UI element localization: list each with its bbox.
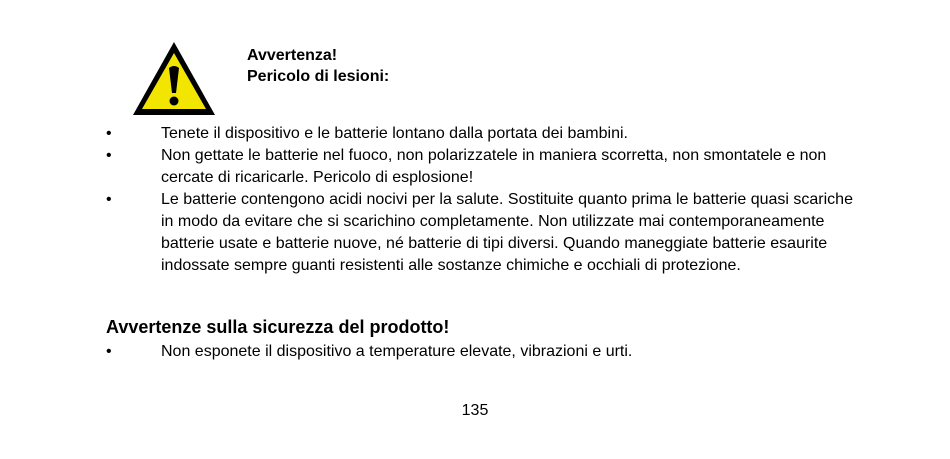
list-item: [106, 123, 866, 145]
list-item-text: Le batterie contengono acidi nocivi per la salute. Sostituite quanto prima le batterie quasi scariche in modo da evitare che si scarichino completamente. Non utilizzate mai contemporaneamente batterie usate e batterie nuove, né batterie di tipi diversi. Quando maneggiate batterie esaurite indossate sempre guanti resistenti alle sostanze chimiche e occhiali di protezione.: [161, 191, 853, 274]
list-item: [106, 341, 866, 363]
bullet-icon: •: [106, 191, 112, 208]
page-number: 135: [461, 402, 489, 419]
list-item: [106, 145, 866, 189]
list-item-text: Non gettate le batterie nel fuoco, non polarizzatele in maniera scorretta, non smontatele e non cercate di ricaricarle. Pericolo di esplosione!: [161, 147, 827, 186]
list-item: [106, 189, 866, 277]
bullet-icon: •: [106, 125, 112, 142]
list-item-text: Tenete il dispositivo e le batterie lontano dalla portata dei bambini.: [161, 125, 628, 142]
bullet-icon: •: [106, 343, 112, 360]
product-safety-list: [106, 341, 866, 363]
warning-heading: [247, 45, 389, 87]
battery-warning-list: [106, 123, 866, 277]
bullet-icon: •: [106, 147, 112, 164]
warning-title: Avvertenza!: [247, 47, 338, 64]
warning-subtitle: Pericolo di lesioni:: [247, 68, 390, 85]
list-item-text: Non esponete il dispositivo a temperature elevate, vibrazioni e urti.: [161, 343, 633, 360]
section-title: Avvertenze sulla sicurezza del prodotto!: [106, 317, 450, 337]
warning-triangle-icon: [130, 38, 218, 118]
